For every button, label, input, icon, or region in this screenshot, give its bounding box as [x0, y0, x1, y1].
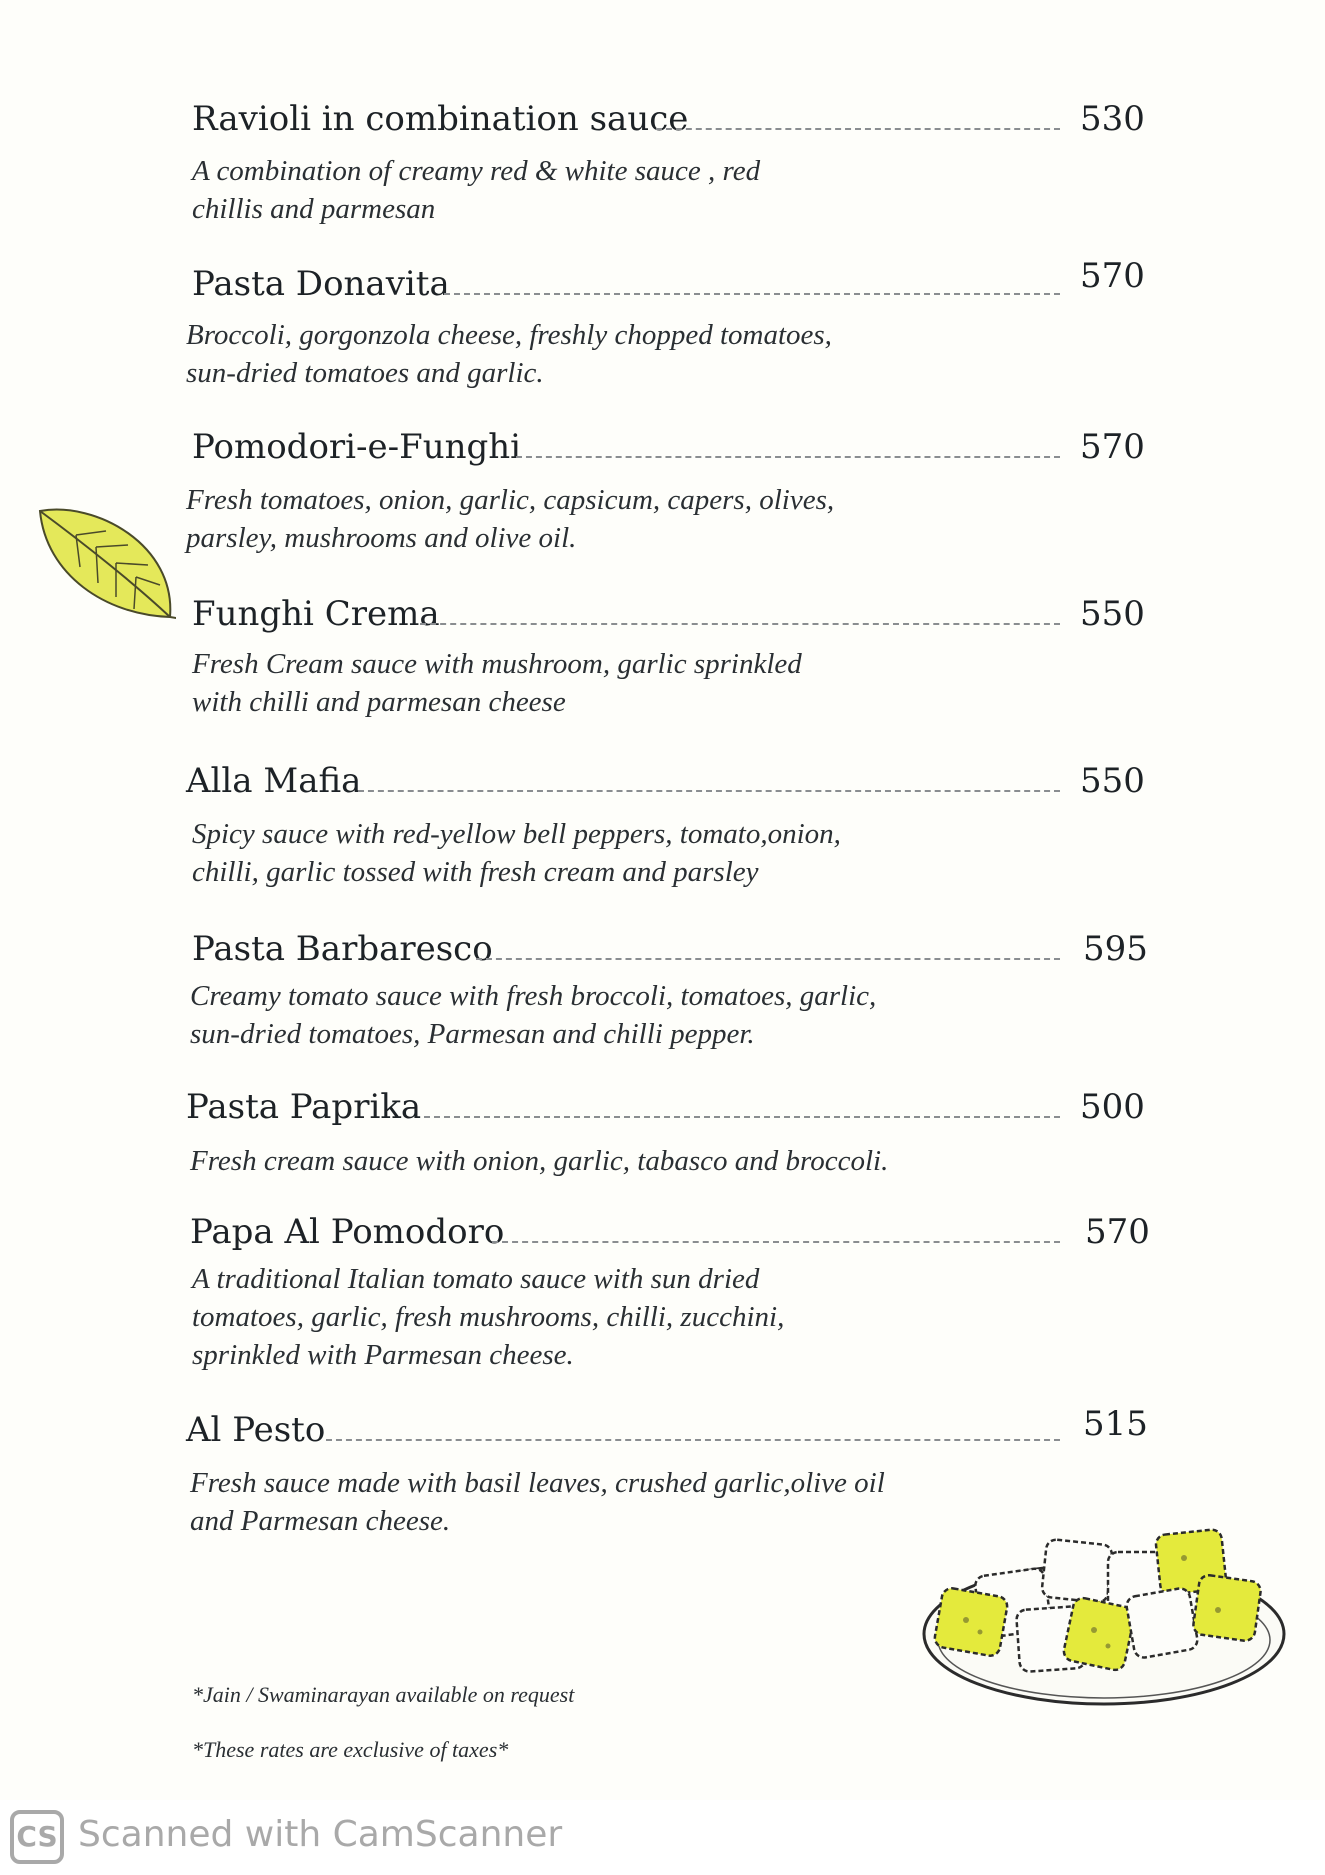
camscanner-logo: CS: [10, 1810, 64, 1864]
item-price: 570: [1080, 427, 1145, 467]
jain-note: *Jain / Swaminarayan available on request: [192, 1682, 575, 1707]
leader-dots: [424, 1116, 1060, 1118]
leader-dots: [444, 293, 1060, 295]
leader-dots: [656, 128, 1060, 130]
item-description: A combination of creamy red & white sauce , red chillis and parmesan: [192, 155, 761, 225]
item-price: 530: [1080, 99, 1145, 139]
leader-dots: [516, 456, 1060, 458]
item-price: 570: [1085, 1212, 1150, 1252]
item-description: Fresh tomatoes, onion, garlic, capsicum, capers, olives, parsley, mushrooms and olive oil.: [186, 484, 835, 554]
item-name: Pasta Barbaresco: [192, 929, 493, 969]
item-description: Creamy tomato sauce with fresh broccoli, tomatoes, garlic, sun-dried tomatoes, Parmesan and chilli pepper.: [190, 980, 877, 1050]
leader-dots: [358, 790, 1060, 792]
leader-dots: [492, 1241, 1060, 1243]
item-description: Fresh sauce made with basil leaves, crushed garlic,olive oil and Parmesan cheese.: [190, 1467, 885, 1537]
item-description: Fresh Cream sauce with mushroom, garlic sprinkled with chilli and parmesan cheese: [192, 648, 802, 718]
item-name: Ravioli in combination sauce: [192, 99, 689, 139]
item-description: A traditional Italian tomato sauce with sun dried tomatoes, garlic, fresh mushrooms, chilli, zucchini, sprinkled with Parmesan cheese.: [192, 1263, 785, 1371]
item-price: 500: [1080, 1087, 1145, 1127]
tax-note: *These rates are exclusive of taxes*: [192, 1737, 509, 1762]
item-name: Pasta Donavita: [192, 264, 450, 304]
item-price: 595: [1083, 929, 1148, 969]
scanner-footer: [0, 1800, 1325, 1875]
item-price: 515: [1083, 1404, 1148, 1444]
scanner-watermark-text: Scanned with CamScanner: [78, 1814, 563, 1855]
item-price: 570: [1080, 256, 1145, 296]
leader-dots: [476, 958, 1060, 960]
leader-dots: [326, 1439, 1060, 1441]
item-price: 550: [1080, 761, 1145, 801]
item-price: 550: [1080, 594, 1145, 634]
item-description: Spicy sauce with red-yellow bell peppers, tomato,onion, chilli, garlic tossed with fresh cream and parsley: [192, 818, 841, 888]
leader-dots: [420, 623, 1060, 625]
item-description: Fresh cream sauce with onion, garlic, tabasco and broccoli.: [190, 1145, 889, 1177]
item-name: Funghi Crema: [192, 594, 440, 634]
item-name: Papa Al Pomodoro: [190, 1212, 505, 1252]
item-name: Pomodori-e-Funghi: [192, 427, 522, 467]
item-name: Pasta Paprika: [186, 1087, 422, 1127]
item-name: Al Pesto: [186, 1410, 326, 1450]
item-name: Alla Mafia: [186, 761, 362, 801]
ravioli-plate-icon: [918, 1522, 1290, 1712]
item-description: Broccoli, gorgonzola cheese, freshly chopped tomatoes, sun-dried tomatoes and garlic.: [186, 319, 832, 389]
